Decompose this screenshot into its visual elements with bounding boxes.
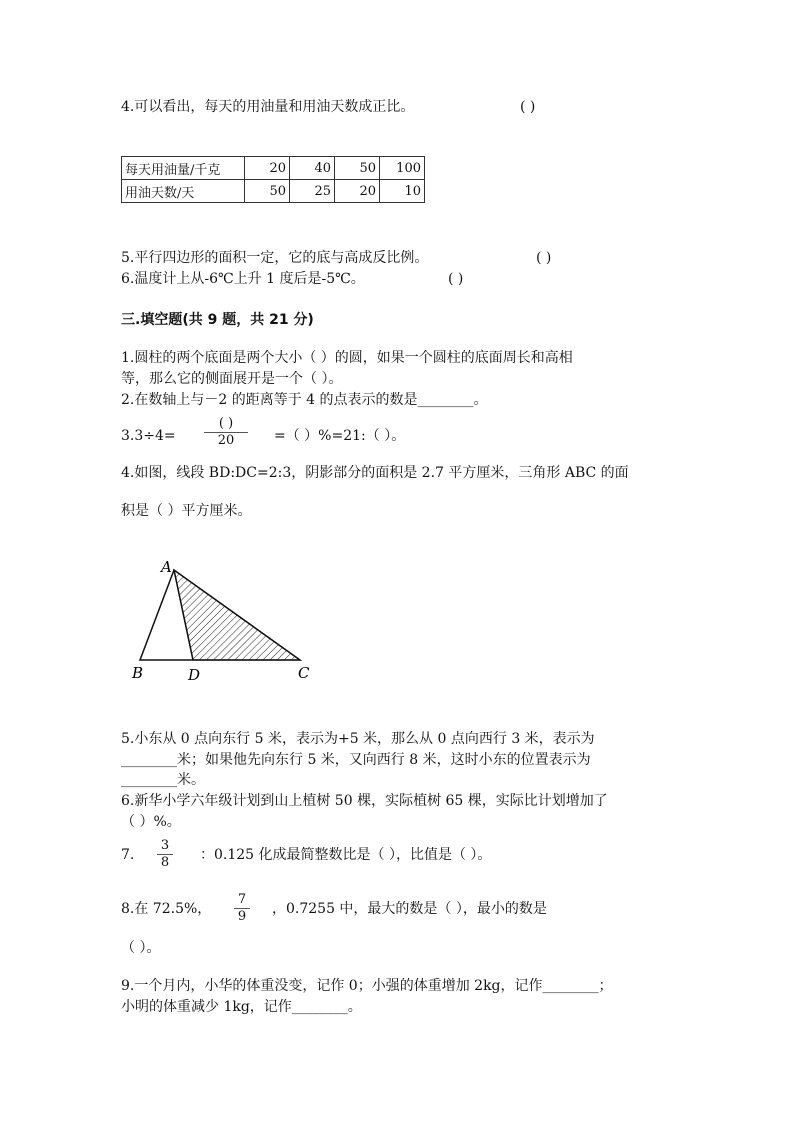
fill-q8-line2: （ ）。	[121, 940, 161, 956]
fill-q8-suffix: ，0.7255 中，最大的数是（ ），最小的数是	[272, 901, 547, 917]
fraction-denominator: 8	[160, 855, 170, 870]
fraction-numerator: 7	[237, 892, 247, 907]
judge-q5-text: 5.平行四边形的面积一定，它的底与高成反比例。	[121, 250, 429, 266]
fill-q3-prefix: 3.3÷4=	[121, 428, 176, 444]
fill-q5-line1: 5.小东从 0 点向东行 5 米，表示为+5 米，那么从 0 点向西行 3 米，表示为	[121, 731, 595, 747]
fill-q7-suffix: ：0.125 化成最简整数比是（ ），比值是（ ）。	[200, 847, 492, 863]
fill-q6-line1: 6.新华小学六年级计划到山上植树 50 棵，实际植树 65 棵，实际比计划增加了	[121, 793, 608, 809]
fill-q7-prefix: 7.	[121, 847, 135, 863]
fill-q8-prefix: 8.在 72.5%，	[121, 901, 212, 917]
fraction-numerator: ( )	[218, 416, 234, 431]
judge-q6-answer-paren[interactable]: ( )	[448, 271, 464, 287]
fill-q4-line1: 4.如图，线段 BD:DC=2:3，阴影部分的面积是 2.7 平方厘米，三角形 ABC 的面	[121, 465, 629, 481]
oil-usage-table	[121, 156, 425, 203]
judge-q4-answer-paren[interactable]: ( )	[520, 99, 536, 115]
label-d: D	[188, 666, 201, 684]
fill-q7-fraction	[157, 839, 173, 870]
fill-q4-line2: 积是（ ）平方厘米。	[121, 503, 252, 519]
judge-q6-text: 6.温度计上从-6℃上升 1 度后是-5℃。	[121, 271, 365, 287]
table-cell: 100	[380, 157, 425, 180]
table-row-header: 用油天数/天	[122, 180, 245, 203]
table-row	[122, 180, 425, 203]
fraction-denominator: 20	[217, 433, 235, 448]
fill-q5-line3: ________米。	[121, 772, 205, 788]
table-cell: 25	[290, 180, 335, 203]
fill-q8-fraction	[234, 893, 250, 924]
label-c: C	[298, 664, 310, 682]
fill-q9-line2: 小明的体重减少 1kg，记作________。	[121, 999, 362, 1015]
triangle-abc-figure	[118, 550, 328, 690]
fill-q3-fraction	[204, 417, 248, 448]
label-b: B	[132, 664, 144, 682]
table-cell: 50	[335, 157, 380, 180]
fill-q2: 2.在数轴上与－2 的距离等于 4 的点表示的数是________。	[121, 392, 488, 408]
fill-q1-line1: 1.圆柱的两个底面是两个大小（ ）的圆，如果一个圆柱的底面周长和高相	[121, 350, 573, 366]
table-cell: 40	[290, 157, 335, 180]
table-row	[122, 157, 425, 180]
judge-q4-text: 4.可以看出，每天的用油量和用油天数成正比。	[121, 99, 415, 115]
judge-q5-answer-paren[interactable]: ( )	[536, 250, 552, 266]
table-cell: 50	[245, 180, 290, 203]
fill-q6-line2: （ ）%。	[121, 814, 181, 830]
fill-q9-line1: 9.一个月内，小华的体重没变，记作 0；小强的体重增加 2kg，记作________；	[121, 978, 613, 994]
fill-q5-line2: ________米；如果他先向东行 5 米，又向西行 8 米，这时小东的位置表示为	[121, 752, 591, 768]
fill-q1-line2: 等，那么它的侧面展开是一个（ ）。	[121, 371, 343, 387]
table-row-header: 每天用油量/千克	[122, 157, 245, 180]
table-cell: 20	[245, 157, 290, 180]
section-title: 三.填空题(共 9 题，共 21 分)	[121, 312, 314, 328]
fraction-numerator: 3	[160, 838, 170, 853]
fill-q3-suffix: =（ ）%=21:（ ）。	[274, 428, 406, 444]
table-cell: 10	[380, 180, 425, 203]
table-cell: 20	[335, 180, 380, 203]
fraction-denominator: 9	[237, 909, 247, 924]
label-a: A	[161, 558, 172, 576]
